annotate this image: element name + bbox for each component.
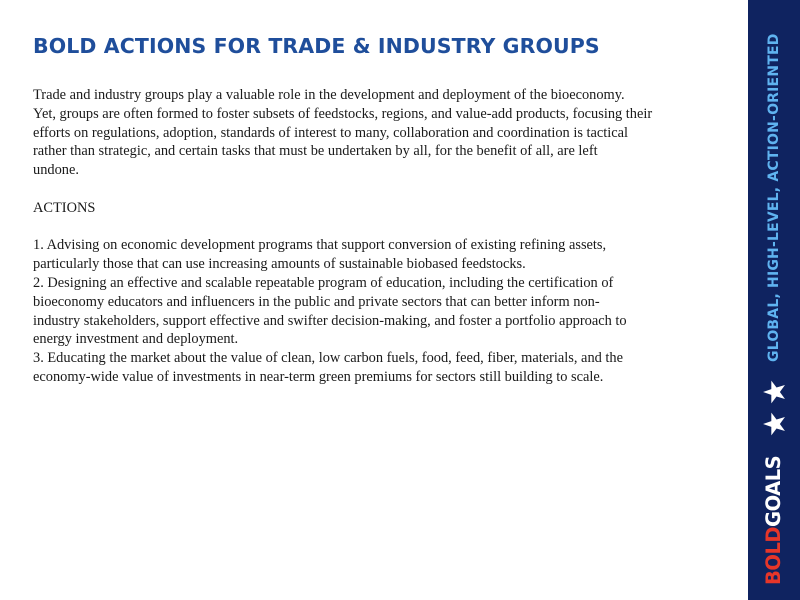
action-item [33, 274, 733, 349]
action-line: 3. Educating the market about the value of clean, low carbon fuels, food, feed, fiber, materials, and the [33, 350, 624, 367]
brand-sidebar [748, 0, 800, 600]
action-item [33, 349, 733, 387]
logo-bold-text: BOLD [762, 526, 785, 585]
star-icon [762, 379, 788, 405]
star-icon [762, 411, 788, 437]
action-line: economy-wide value of investments in near-term green premiums for sectors still building to scale. [33, 368, 604, 385]
action-line: 2. Designing an effective and scalable repeatable program of education, including the certification of [33, 274, 614, 291]
intro-line: rather than strategic, and certain tasks that must be undertaken by all, for the benefit of all, are left [33, 143, 598, 160]
action-line: industry stakeholders, support effective and swifter decision-making, and foster a portfolio approach to [33, 312, 627, 329]
actions-list [33, 236, 733, 386]
action-line: particularly those that can use increasing amounts of sustainable biobased feedstocks. [33, 256, 526, 273]
action-line: energy investment and deployment. [33, 331, 239, 348]
action-item [33, 236, 733, 274]
intro-paragraph [33, 86, 733, 180]
intro-line: efforts on regulations, adoption, standards of interest to many, collaboration and coordination is tactical [33, 124, 629, 141]
intro-line: Trade and industry groups play a valuable role in the development and deployment of the bioeconomy. [33, 87, 625, 103]
slide-title: BOLD ACTIONS FOR TRADE & INDUSTRY GROUPS [33, 34, 600, 58]
intro-line: Yet, groups are often formed to foster subsets of feedstocks, regions, and value-add products, focusing their [33, 105, 653, 122]
action-line: 1. Advising on economic development programs that support conversion of existing refining assets, [33, 237, 607, 254]
actions-heading: ACTIONS [33, 199, 96, 216]
intro-line: undone. [33, 162, 79, 179]
boldgoals-logo [760, 456, 788, 585]
logo-goals-text: GOALS [762, 455, 785, 527]
slide-content [33, 30, 733, 387]
sidebar-tagline: GLOBAL, HIGH-LEVEL, ACTION-ORIENTED [766, 33, 782, 362]
action-line: bioeconomy educators and influencers in the public and private sectors that can better inform non- [33, 293, 600, 310]
